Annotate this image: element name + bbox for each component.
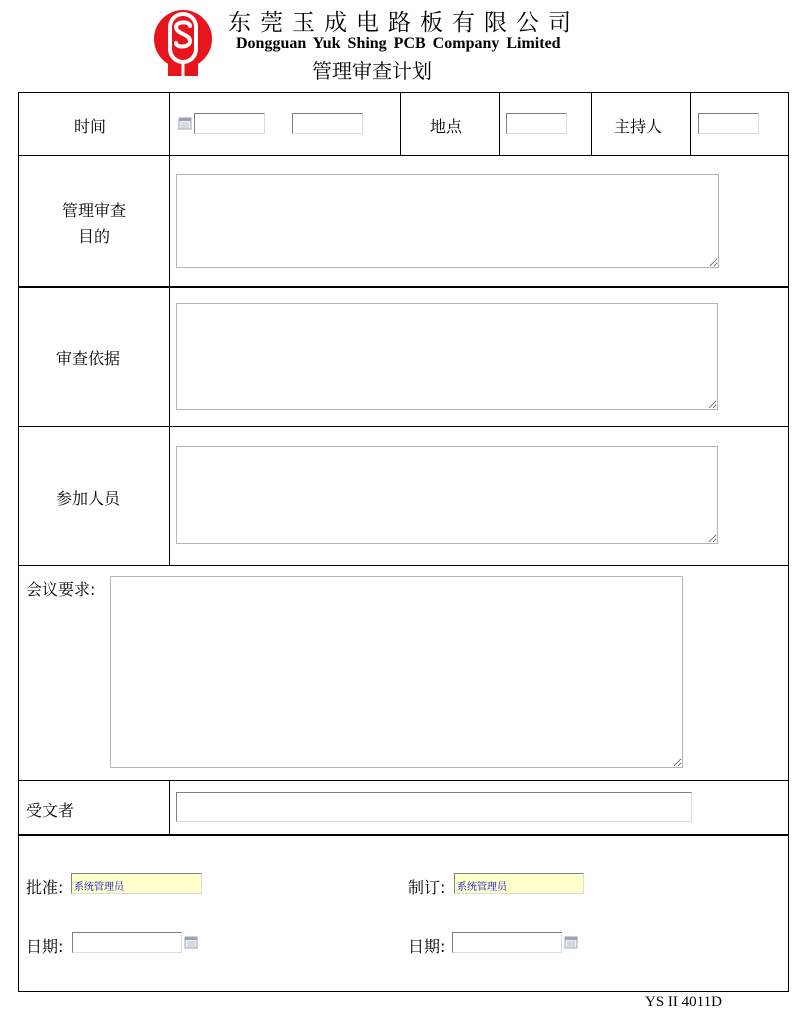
end-date-input[interactable]	[292, 113, 363, 134]
location-label: 地点	[430, 117, 463, 136]
time-label: 时间	[74, 117, 107, 136]
column-divider	[400, 93, 401, 155]
approve-date-input[interactable]	[72, 932, 182, 953]
purpose-label-line1: 管理审查	[61, 201, 126, 220]
column-divider	[169, 780, 170, 834]
purpose-label	[40, 198, 148, 250]
participants-label: 参加人员	[56, 489, 121, 508]
row-divider	[19, 565, 788, 566]
host-label: 主持人	[614, 117, 663, 136]
column-divider	[169, 93, 170, 565]
date-label-left: 日期:	[26, 937, 64, 956]
approve-label: 批准:	[26, 878, 64, 897]
host-input[interactable]	[698, 113, 759, 134]
row-divider	[19, 834, 788, 836]
prepare-label: 制订:	[408, 878, 446, 897]
column-divider	[499, 93, 500, 155]
row-divider	[19, 426, 788, 427]
company-name-english: Dongguan Yuk Shing PCB Company Limited	[236, 35, 561, 52]
start-date-input[interactable]	[194, 113, 265, 134]
prepare-date-input[interactable]	[452, 932, 562, 953]
row-divider	[19, 155, 788, 156]
calendar-icon[interactable]	[564, 935, 578, 949]
participants-textarea[interactable]	[176, 446, 718, 544]
company-name-chinese: 东莞玉成电路板有限公司	[228, 10, 580, 36]
purpose-label-line2: 目的	[77, 227, 110, 246]
row-divider	[19, 286, 788, 288]
calendar-icon[interactable]	[184, 935, 198, 949]
document-number: YS II 4011D	[645, 994, 722, 1010]
location-input[interactable]	[506, 113, 567, 134]
company-logo	[152, 8, 214, 80]
recipient-input[interactable]	[176, 792, 692, 822]
calendar-icon[interactable]	[178, 116, 192, 130]
meeting-requirements-label: 会议要求:	[26, 580, 96, 599]
column-divider	[591, 93, 592, 155]
meeting-requirements-textarea[interactable]	[110, 576, 683, 768]
purpose-textarea[interactable]	[176, 174, 719, 268]
row-divider	[19, 780, 788, 781]
column-divider	[690, 93, 691, 155]
recipient-label: 受文者	[26, 801, 75, 820]
preparer-field[interactable]: 系统管理员	[454, 873, 584, 894]
form-title: 管理审查计划	[312, 59, 432, 83]
basis-label: 审查依据	[56, 349, 121, 368]
date-label-right: 日期:	[408, 937, 446, 956]
approver-field[interactable]: 系统管理员	[71, 873, 202, 894]
basis-textarea[interactable]	[176, 303, 718, 410]
